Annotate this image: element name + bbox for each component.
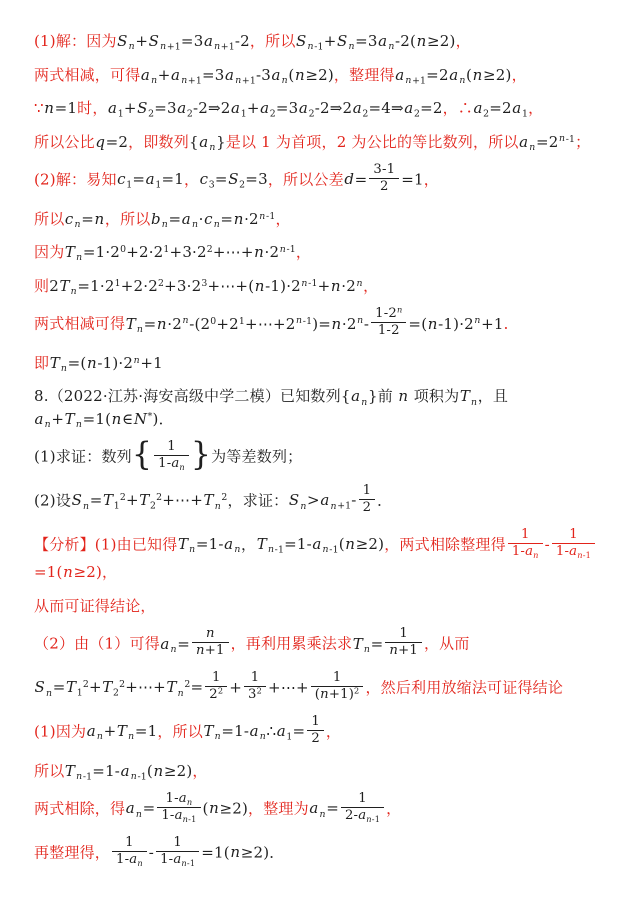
- numerator: 1: [341, 791, 384, 808]
- doc-line-21: [34, 834, 614, 870]
- text-run: 再整理得，: [34, 843, 111, 862]
- text-run: 前: [377, 387, 398, 406]
- numerator: 1: [154, 439, 189, 456]
- text-run: ，: [455, 32, 471, 50]
- math-run: =1(n≥2): [201, 843, 270, 862]
- doc-line-13: [34, 485, 614, 518]
- numerator: 3-1: [369, 162, 399, 179]
- math-run: $2T_n=1\cdot 2^1+2\cdot 2^2+3\cdot 2^3+\cdots+(n-1)\cdot 2^{n-1}+n\cdot 2^n$: [49, 276, 363, 297]
- doc-line-8: [34, 275, 614, 298]
- text-run: ，所以: [249, 32, 296, 50]
- math-run: =1(n≥2): [34, 563, 103, 582]
- math-run: $S_{n-1}+S_n=3a_n-2(n\ge 2)$: [296, 32, 456, 53]
- fraction: [112, 835, 147, 868]
- text-run: ．: [377, 491, 393, 510]
- math-run: $c_3=S_2=3$: [199, 170, 268, 191]
- fraction: [244, 670, 266, 703]
- math-run: ∴: [457, 99, 473, 117]
- text-run: 时，: [77, 99, 108, 117]
- text-run: ，所以公差: [267, 170, 344, 189]
- math-run: (n≥2): [202, 799, 249, 818]
- text-run: ，: [442, 99, 458, 117]
- math-run: $c_1=a_1=1$: [117, 170, 184, 191]
- text-run: ，整理为: [248, 799, 309, 818]
- math-run: +: [229, 678, 243, 697]
- denominator: 2: [311, 730, 320, 746]
- doc-line-14: [34, 526, 614, 584]
- math-run: $T_{n-1}=1-a_{n-1}(n\ge 2)$: [256, 535, 385, 556]
- math-run: $a_n=$: [125, 799, 156, 820]
- doc-line-20: [34, 793, 614, 826]
- math-run: +⋯+: [268, 678, 309, 697]
- numerator: 1-2$^n$: [371, 306, 406, 323]
- math-run: $a_n=2^{n-1}$: [519, 132, 576, 153]
- numerator: 1: [359, 483, 376, 500]
- math-run: $\{a_n\}$: [188, 132, 226, 153]
- text-run: ；: [575, 132, 591, 151]
- text-run: 所以: [34, 761, 65, 780]
- text-run: ，从而: [423, 634, 470, 653]
- math-run: $\{a_n\}$: [340, 387, 378, 408]
- denominator: $1-a_n$: [511, 543, 539, 560]
- numerator: 1: [508, 527, 543, 544]
- text-run: ，: [325, 722, 342, 741]
- text-run: 两式相除，得: [34, 799, 126, 818]
- document-body: [34, 30, 614, 869]
- fraction: [369, 162, 399, 195]
- doc-line-15: [34, 595, 614, 618]
- numerator: 1: [311, 670, 364, 687]
- denominator: $1-a_n$: [116, 851, 143, 868]
- math-run: $S_n+S_{n+1}=3a_{n+1}-2$: [117, 32, 250, 53]
- denominator: $1-a_n$: [158, 456, 185, 473]
- text-run: ，所以: [104, 209, 151, 228]
- text-run: 【分析】(1)由已知得: [34, 535, 178, 554]
- denominator: n+1: [389, 643, 418, 659]
- doc-line-11: [34, 385, 614, 430]
- doc-line-19: [34, 760, 614, 783]
- text-run: ．: [158, 409, 174, 428]
- denominator: 2: [380, 178, 389, 194]
- math-run: $S_n=T_1^2+T_2^2+\cdots+T_n^2$: [71, 491, 228, 512]
- text-run: 8.（2022·江苏·海安高级中学二模）已知数列: [34, 387, 341, 406]
- math-run: $T_{n-1}=1-a_{n-1}(n\ge 2)$: [64, 761, 193, 782]
- big-brace: }: [190, 437, 212, 474]
- text-run: 两式相减，可得: [34, 65, 141, 84]
- text-run: ，: [423, 170, 439, 189]
- text-run: ，且: [477, 387, 509, 406]
- math-run: =1: [401, 170, 424, 189]
- text-run: ，即数列: [128, 132, 189, 151]
- doc-line-4: [34, 131, 614, 154]
- fraction: [156, 835, 199, 868]
- numerator: n: [192, 626, 229, 643]
- math-run: n=1: [44, 99, 78, 117]
- math-run: $S_n=T_1^2+T_2^2+\cdots+T_n^2=$: [34, 678, 204, 699]
- text-run: ，: [183, 170, 200, 189]
- doc-line-1: [34, 30, 614, 53]
- math-run: $T_n=1\cdot 2^0+2\cdot 2^1+3\cdot 2^2+\cdots+n\cdot 2^{n-1}$: [64, 243, 296, 264]
- fraction: [508, 527, 543, 560]
- math-run: d=: [344, 170, 368, 189]
- math-run: $S_n>a_{n+1}-$: [288, 491, 357, 512]
- numerator: 1: [552, 527, 595, 544]
- fraction: [205, 670, 227, 703]
- doc-line-17: [34, 672, 614, 705]
- text-run: 项积为: [408, 387, 460, 406]
- denominator: 1-2: [377, 323, 400, 339]
- math-run: $T_n$: [459, 387, 478, 408]
- math-run: n: [398, 387, 409, 406]
- denominator: n+1: [196, 643, 225, 659]
- math-run: $a_1+S_2=3a_2-2\Rightarrow 2a_1+a_2=3a_2-2\Rightarrow 2a_2=4\Rightarrow a_2=2$: [108, 99, 443, 120]
- denominator: $(n+1)^2$: [314, 685, 360, 702]
- text-run: ，: [386, 799, 402, 818]
- math-run: $T_n=$: [352, 634, 384, 656]
- text-run: (2)设: [34, 491, 72, 510]
- denominator: $1-a_{n-1}$: [160, 851, 196, 868]
- math-run: -: [148, 843, 155, 862]
- doc-line-6: [34, 208, 614, 231]
- math-run: ∵: [34, 99, 44, 117]
- fraction: [359, 483, 376, 516]
- text-run: 是以 1 为首项，2 为公比的等比数列，所以: [225, 132, 519, 151]
- fraction: [552, 527, 595, 560]
- big-brace: {: [131, 437, 153, 474]
- text-run: ，所以: [157, 722, 203, 741]
- text-run: ，然后利用放缩法可证得结论: [365, 678, 564, 697]
- text-run: 两式相减可得: [34, 314, 126, 333]
- denominator: $1-a_{n-1}$: [555, 543, 592, 560]
- math-run: $a_n=$: [309, 799, 339, 820]
- text-run: (2)解：易知: [34, 170, 117, 189]
- math-run: $a_n+T_n=1$: [86, 722, 158, 743]
- doc-line-16: [34, 628, 614, 661]
- math-run: -: [544, 535, 550, 554]
- numerator: 1: [244, 670, 266, 687]
- text-run: (1)求证：数列: [34, 447, 132, 466]
- math-run: $a_{n+1}=2a_n(n\ge 2)$: [395, 65, 512, 86]
- text-run: ，: [511, 65, 527, 84]
- doc-line-2: [34, 64, 614, 87]
- text-run: 所以: [34, 209, 65, 228]
- denominator: $3^2$: [248, 685, 263, 702]
- math-run: $T_n=1-a_n$: [177, 535, 241, 556]
- numerator: 1: [156, 835, 199, 852]
- text-run: 即: [34, 353, 50, 372]
- math-run: $T_n=(n-1)\cdot 2^n+1$: [49, 353, 163, 375]
- doc-line-7: [34, 241, 614, 264]
- numerator: $1-a_n$: [157, 791, 200, 808]
- math-run: $b_n=a_n\cdot c_n=n\cdot 2^{n-1}$: [150, 209, 276, 230]
- text-run: 从而可证得结论，: [34, 596, 156, 615]
- math-run: $a_n+a_{n+1}=3a_{n+1}-3a_n(n\ge 2)$: [140, 65, 334, 86]
- text-run: ，: [275, 209, 291, 228]
- fraction: [311, 670, 364, 703]
- text-run: (1)解：因为: [34, 32, 117, 50]
- text-run: ，再利用累乘法求: [230, 634, 353, 653]
- denominator: $2-a_{n-1}$: [344, 807, 381, 824]
- math-run: q=2: [95, 132, 129, 151]
- numerator: 1: [112, 835, 147, 852]
- text-run: ，: [295, 243, 312, 262]
- numerator: 1: [307, 714, 324, 731]
- text-run: ，: [528, 99, 544, 117]
- text-run: ，: [102, 563, 118, 582]
- doc-line-9: [34, 304, 614, 341]
- math-run: $a_2=2a_1$: [473, 99, 529, 120]
- text-run: ，整理得: [333, 65, 395, 84]
- doc-line-3: [34, 97, 614, 120]
- denominator: $2^2$: [209, 685, 224, 702]
- doc-line-18: [34, 713, 614, 749]
- fraction: [157, 791, 200, 824]
- text-run: （2）由（1）可得: [34, 634, 160, 653]
- fraction: [341, 791, 384, 824]
- text-run: 则: [34, 276, 50, 295]
- text-run: 为等差数列；: [211, 447, 303, 466]
- doc-line-12: [34, 437, 614, 474]
- doc-line-10: [34, 352, 614, 375]
- fraction: [307, 714, 324, 747]
- numerator: 1: [385, 626, 422, 643]
- math-run: $a_n=$: [160, 634, 191, 656]
- text-run: 因为: [34, 243, 65, 262]
- doc-line-5: [34, 164, 614, 197]
- text-run: ．: [269, 843, 285, 862]
- denominator: 2: [362, 499, 372, 515]
- text-run: 所以公比: [34, 132, 95, 151]
- math-run: $a_n+T_n=1(n\in N^*)$: [34, 409, 159, 431]
- math-run: $=(n-1)\cdot 2^n+1$: [408, 314, 504, 333]
- text-run: ，: [192, 761, 208, 780]
- math-run: $T_n=1-a_n\therefore a_1=$: [203, 722, 306, 743]
- math-run: $c_n=n$: [64, 209, 105, 230]
- fraction: [154, 439, 189, 472]
- text-run: ．: [503, 314, 519, 333]
- text-run: ，: [241, 535, 257, 554]
- text-run: ，两式相除整理得: [384, 535, 506, 554]
- fraction: [371, 306, 406, 339]
- numerator: 1: [205, 670, 227, 687]
- text-run: ，: [363, 276, 379, 295]
- fraction: [192, 626, 229, 659]
- text-run: ，求证：: [227, 491, 289, 510]
- text-run: (1)因为: [34, 722, 87, 741]
- denominator: $1-a_{n-1}$: [161, 807, 197, 824]
- fraction: [385, 626, 422, 659]
- math-run: $T_n=n\cdot 2^n-(2^0+2^1+\cdots+2^{n-1})=n\cdot 2^n-$: [125, 314, 370, 335]
